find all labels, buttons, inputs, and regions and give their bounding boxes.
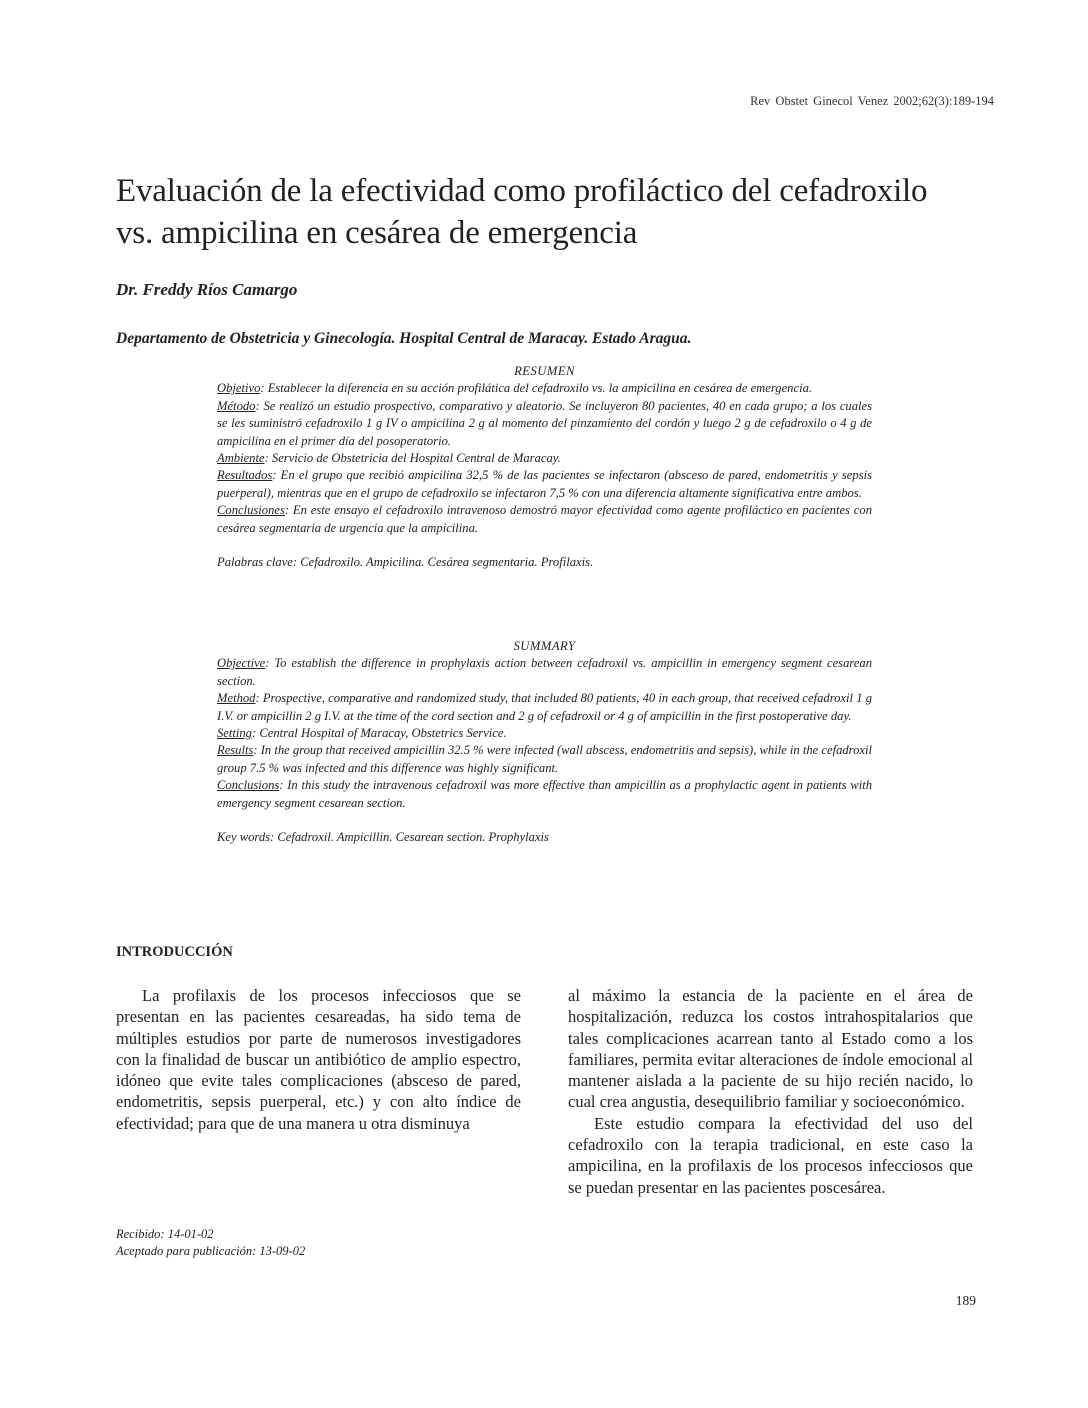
section-label: Resultados (217, 468, 273, 483)
resumen-heading: RESUMEN (514, 364, 575, 378)
page-number: 189 (955, 1293, 976, 1308)
key-words: Key words: Cefadroxil. Ampicillin. Cesarean section. Prophylaxis (217, 830, 549, 845)
section-text: : Se realizó un estudio prospectivo, comparativo y aleatorio. Se incluyeron 80 pacientes, 40 en cada grupo; a los cuales se les suministró cefadroxilo 1 g IV o ampicilina 2 g al momento del pinzamiento del cordón y luego 2 g de cefadroxilo o 4 g de ampicilina en el primer día del posoperatorio. (217, 398, 872, 448)
intro-right-column (568, 985, 973, 1198)
summary-method (217, 690, 872, 725)
section-label: Results (217, 743, 254, 758)
abstract-spanish (217, 363, 872, 571)
section-label: Method (217, 691, 256, 706)
abstract-english (217, 638, 872, 846)
resumen-metodo (217, 398, 872, 450)
affiliation: Departamento de Obstetricia y Ginecología. Hospital Central de Maracay. Estado Aragua. (116, 330, 692, 347)
section-text: : En este ensayo el cefadroxilo intravenoso demostró mayor efectividad como agente profiláctico en pacientes con cesárea segmentaria de urgencia que la ampicilina. (217, 503, 872, 535)
section-label: Método (217, 398, 256, 413)
intro-left-column (116, 985, 521, 1134)
journal-reference: Rev Obstet Ginecol Venez 2002;62(3):189-194 (750, 94, 994, 108)
received-dates (116, 1226, 305, 1260)
intro-paragraph-continued: al máximo la estancia de la paciente en el área de hospitalización, reduzca los costos intrahospitalarios que tales complicaciones acarrean tanto al Estado como a los familiares, permita evitar alteraciones de índole emocional al mantener aislada a la paciente de su hijo recién nacido, lo cual crea angustia, desequilibrio familiar y socioeconómico. (568, 986, 973, 1112)
summary-results (217, 742, 872, 777)
introduction-heading: INTRODUCCIÓN (116, 944, 233, 960)
resumen-conclusiones (217, 502, 872, 537)
section-label: Ambiente (217, 451, 265, 466)
section-label: Objective (217, 656, 266, 671)
section-text: : En el grupo que recibió ampicilina 32,5 % de las pacientes se infectaron (absceso de pared, endometritis y sepsis puerperal), mientras que en el grupo de cefadroxilo se infectaron 7,5 % con una diferencia altamente significativa entre ambos. (217, 468, 872, 500)
section-text: : Central Hospital of Maracay, Obstetrics Service. (251, 726, 507, 741)
summary-heading: SUMMARY (513, 639, 576, 653)
section-text: : To establish the difference in prophylaxis action between cefadroxil vs. ampicillin in emergency segment cesarean section. (217, 656, 872, 688)
resumen-resultados (217, 467, 872, 502)
summary-objective (217, 655, 872, 690)
intro-paragraph: La profilaxis de los procesos infecciosos que se presentan en las pacientes cesareadas, ha sido tema de múltiples estudios por parte de numerosos investigadores con la finalidad de buscar un antibiótico de amplio espectro, idóneo que evite tales complicaciones (absceso de pared, endometritis, sepsis puerperal, etc.) y con alto índice de efectividad; para que de una manera u otra disminuya (116, 986, 521, 1133)
section-label: Conclusiones (217, 503, 285, 518)
section-label: Objetivo (217, 381, 261, 396)
title-line-1: Evaluación de la efectividad como profiláctico del cefadroxilo (116, 173, 928, 209)
accepted-date: Aceptado para publicación: 13-09-02 (116, 1244, 306, 1258)
section-text: : Prospective, comparative and randomized study, that included 80 patients, 40 in each group, that received cefadroxil 1 g I.V. or ampicillin 2 g I.V. at the time of the cord section and 2 g of cefadroxil or 4 g of ampicillin in the first postoperative day. (217, 691, 872, 723)
summary-setting (217, 725, 872, 742)
resumen-objetivo (217, 380, 872, 397)
section-text: : Establecer la diferencia en su acción profilática del cefadroxilo vs. la ampicilina en cesárea de emergencia. (260, 381, 813, 396)
author: Dr. Freddy Ríos Camargo (116, 280, 298, 299)
article-title (116, 170, 996, 254)
section-text: : Servicio de Obstetricia del Hospital Central de Maracay. (264, 451, 561, 466)
section-label: Conclusions (217, 778, 280, 793)
intro-paragraph: Este estudio compara la efectividad del uso del cefadroxilo con la terapia tradicional, en este caso la ampicilina, en la profilaxis de los procesos infecciosos que se puedan presentar en las pacientes poscesárea. (568, 1113, 973, 1197)
section-text: : In this study the intravenous cefadroxil was more effective than ampicillin as a prophylactic agent in patients with emergency segment cesarean section. (217, 778, 872, 810)
palabras-clave: Palabras clave: Cefadroxilo. Ampicilina. Cesárea segmentaria. Profilaxis. (217, 555, 594, 570)
resumen-ambiente (217, 450, 872, 467)
received-date: Recibido: 14-01-02 (116, 1227, 214, 1241)
section-label: Setting (217, 726, 252, 741)
section-text: : In the group that received ampicillin 32.5 % were infected (wall abscess, endometritis and sepsis), while in the cefadroxil group 7.5 % was infected and this difference was highly significant. (217, 743, 872, 775)
summary-conclusions (217, 777, 872, 812)
title-line-2: vs. ampicilina en cesárea de emergencia (116, 215, 638, 251)
